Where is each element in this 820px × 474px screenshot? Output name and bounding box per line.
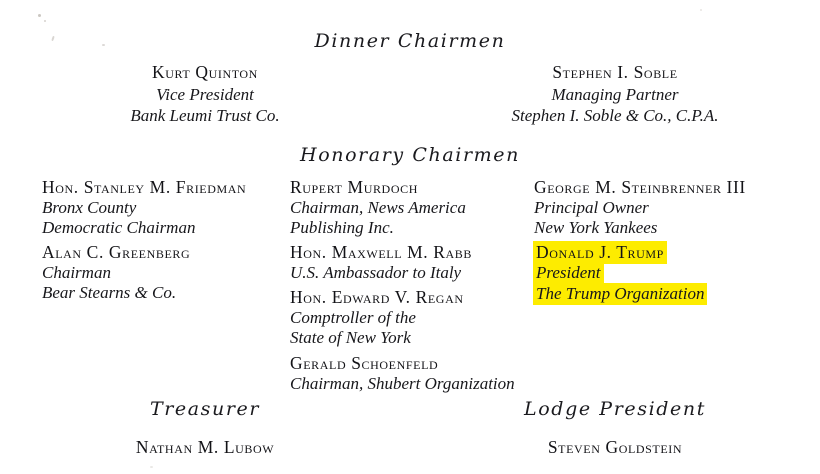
person-title-line: Stephen I. Soble & Co., C.P.A. [511,106,719,126]
person-title-line: Bear Stearns & Co. [42,283,177,303]
honorary-chairmen-column [290,177,534,394]
person-entry [42,177,290,238]
dinner-chairmen-column [410,62,820,127]
footer-names [0,437,820,458]
person-name: Hon. Edward V. Regan [290,287,464,308]
person-name: George M. Steinbrenner III [534,177,746,197]
person-entry [410,62,820,126]
person-name: Hon. Stanley M. Friedman [42,177,247,197]
scan-speckle [700,9,702,11]
honorary-chairmen-columns [42,177,782,394]
scan-speckle [44,20,46,22]
person-name: Alan C. Greenberg [42,242,191,263]
person-name: Nathan M. Lubow [135,437,275,457]
person-title-line: President [536,263,601,283]
person-entry [410,437,820,458]
person-title-line: The Trump Organization [536,283,705,303]
section-heading-dinner-chairmen: Dinner Chairmen [314,30,506,52]
person-name: Rupert Murdoch [290,177,418,197]
person-name: Kurt Quinton [152,62,258,82]
section-heading-honorary-chairmen: Honorary Chairmen [300,144,520,166]
person-title-line: Chairman, Shubert Organization [290,373,515,393]
honorary-chairmen-column [534,177,782,394]
person-title-line: Vice President [156,84,254,104]
scan-speckle [38,14,41,17]
person-title-line: Publishing Inc. [290,218,394,238]
dinner-chairmen-column [0,62,410,127]
section-heading-lodge-president: Lodge President [524,398,706,420]
person-entry [290,177,534,238]
person-name: Donald J. Trump [536,242,664,263]
person-title-line: U.S. Ambassador to Italy [290,263,462,283]
person-entry [290,242,534,283]
section-heading-treasurer: Treasurer [149,398,261,420]
person-entry [290,353,534,394]
honorary-chairmen-column [42,177,290,394]
footer-headings [0,398,820,420]
person-entry [0,437,410,458]
person-title-line: Chairman [42,263,111,283]
person-name: Gerald Schoenfeld [290,352,439,373]
person-title-line: Bank Leumi Trust Co. [130,106,280,126]
person-entry-highlighted [534,242,782,304]
dinner-chairmen-columns [0,62,820,127]
person-name: Hon. Maxwell M. Rabb [290,242,472,263]
person-entry [290,287,534,348]
person-title-line: Managing Partner [551,84,679,104]
person-title-line: Democratic Chairman [42,218,196,238]
person-title-line: Chairman, News America [290,197,466,217]
person-entry [534,177,782,238]
person-title-line: Bronx County [42,197,137,217]
person-name: Steven Goldstein [547,437,683,457]
person-name: Stephen I. Soble [552,62,678,82]
person-entry [42,242,290,303]
person-title-line: Comptroller of the [290,308,416,328]
person-title-line: Principal Owner [534,197,649,217]
scan-speckle [150,466,153,468]
person-title-line: State of New York [290,328,411,348]
person-title-line: New York Yankees [534,218,658,238]
person-entry [0,62,410,126]
